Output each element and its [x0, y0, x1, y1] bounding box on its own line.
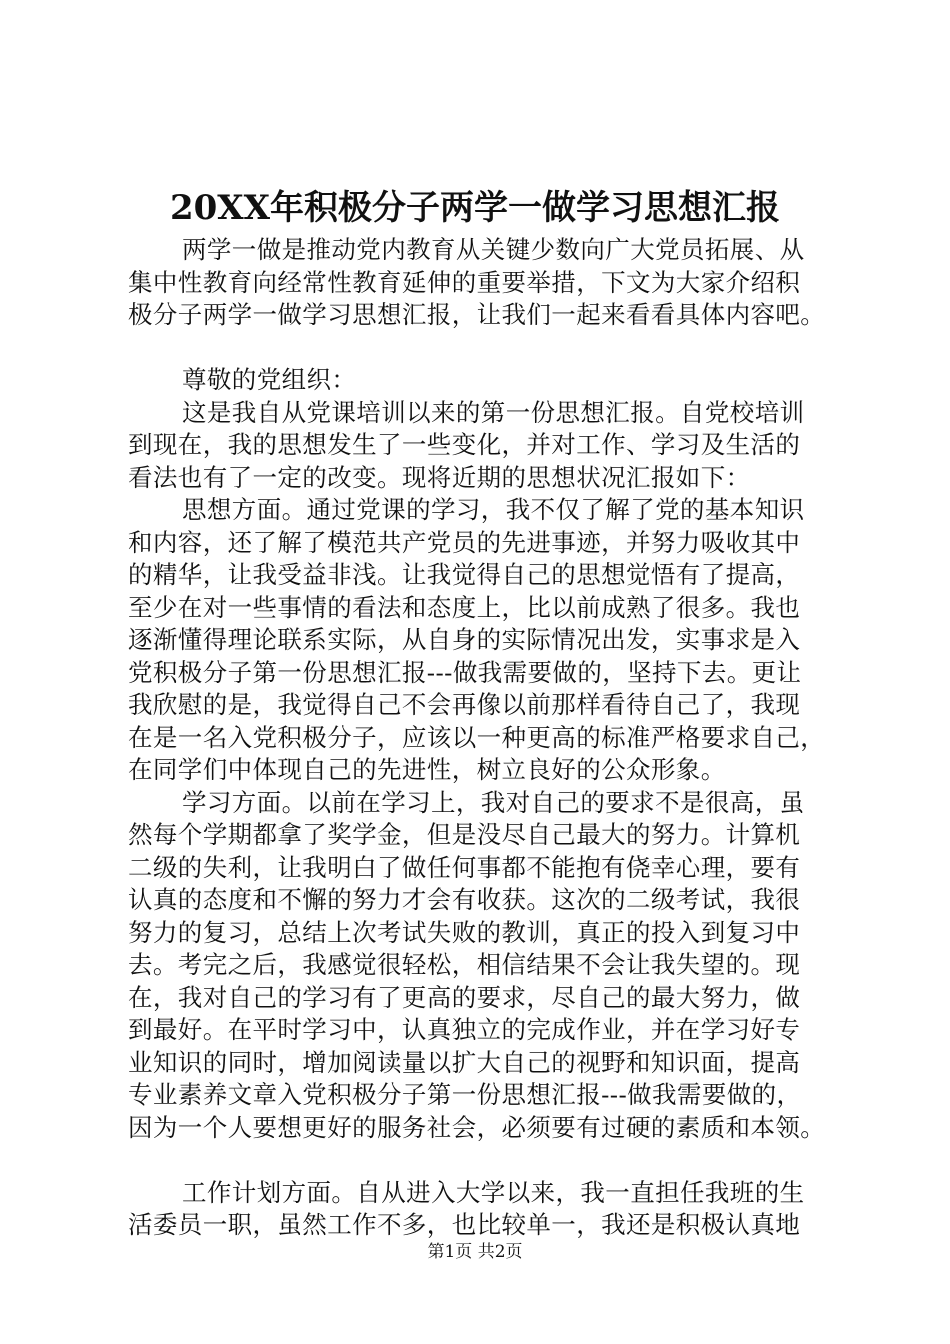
paragraph-line: 思想方面。通过党课的学习，我不仅了解了党的基本知识 [182, 495, 805, 524]
paragraph-line: 在同学们中体现自己的先进性，树立良好的公众形象。 [128, 755, 726, 784]
paragraph-line: 和内容，还了解了模范共产党员的先进事迹，并努力吸收其中 [128, 527, 801, 557]
paragraph-line: 到最好。在平时学习中，认真独立的完成作业，并在学习好专 [128, 1015, 801, 1044]
paragraph-line: 看法也有了一定的改变。现将近期的思想状况汇报如下： [128, 462, 751, 492]
paragraph-line: 至少在对一些事情的看法和态度上，比以前成熟了很多。我也 [128, 592, 801, 622]
paragraph-gap [128, 1144, 848, 1177]
paragraph-line: 然每个学期都拿了奖学金，但是没尽自己最大的努力。计算机 [128, 820, 801, 849]
paragraph-line: 逐渐懂得理论联系实际，从自身的实际情况出发，实事求是入 [128, 625, 801, 654]
salutation: 尊敬的党组织： [182, 365, 357, 394]
paragraph-gap [128, 332, 848, 365]
page-number-footer: 第1页 共2页 [427, 1242, 523, 1262]
document-body [128, 234, 848, 1242]
paragraph-line: 在是一名入党积极分子，应该以一种更高的标准严格要求自己， [128, 722, 826, 752]
paragraph-line: 党积极分子第一份思想汇报---做我需要做的，坚持下去。更让 [128, 657, 802, 687]
paragraph-line: 学习方面。以前在学习上，我对自己的要求不是很高，虽 [182, 787, 805, 817]
paragraph-line: 认真的态度和不懈的努力才会有收获。这次的二级考试，我很 [128, 885, 801, 914]
document-title: 20XX年积极分子两学一做学习思想汇报 [169, 188, 781, 228]
paragraph-line: 在，我对自己的学习有了更高的要求，尽自己的最大努力，做 [128, 982, 801, 1012]
paragraph-line: 二级的失利，让我明白了做任何事都不能抱有侥幸心理，要有 [128, 852, 801, 882]
paragraph-line: 专业素养文章入党积极分子第一份思想汇报---做我需要做的， [128, 1080, 802, 1109]
intro-line: 集中性教育向经常性教育延伸的重要举措，下文为大家介绍积 [128, 267, 801, 297]
paragraph-line: 活委员一职，虽然工作不多，也比较单一，我还是积极认真地 [128, 1210, 801, 1239]
intro-line: 极分子两学一做学习思想汇报，让我们一起来看看具体内容吧。 [128, 300, 826, 329]
paragraph-line: 这是我自从党课培训以来的第一份思想汇报。自党校培训 [182, 397, 805, 427]
intro-line: 两学一做是推动党内教育从关键少数向广大党员拓展、从 [182, 235, 805, 264]
paragraph-line: 因为一个人要想更好的服务社会，必须要有过硬的素质和本领。 [128, 1112, 826, 1142]
paragraph-line: 去。考完之后，我感觉很轻松，相信结果不会让我失望的。现 [128, 950, 801, 979]
paragraph-line: 的精华，让我受益非浅。让我觉得自己的思想觉悟有了提高， [128, 560, 801, 589]
paragraph-line: 工作计划方面。自从进入大学以来，我一直担任我班的生 [182, 1177, 805, 1207]
paragraph-line: 努力的复习，总结上次考试失败的教训，真正的投入到复习中 [128, 917, 801, 947]
paragraph-line: 我欣慰的是，我觉得自己不会再像以前那样看待自己了，我现 [128, 690, 801, 719]
paragraph-line: 业知识的同时，增加阅读量以扩大自己的视野和知识面，提高 [128, 1047, 801, 1077]
paragraph-line: 到现在，我的思想发生了一些变化，并对工作、学习及生活的 [128, 430, 801, 459]
